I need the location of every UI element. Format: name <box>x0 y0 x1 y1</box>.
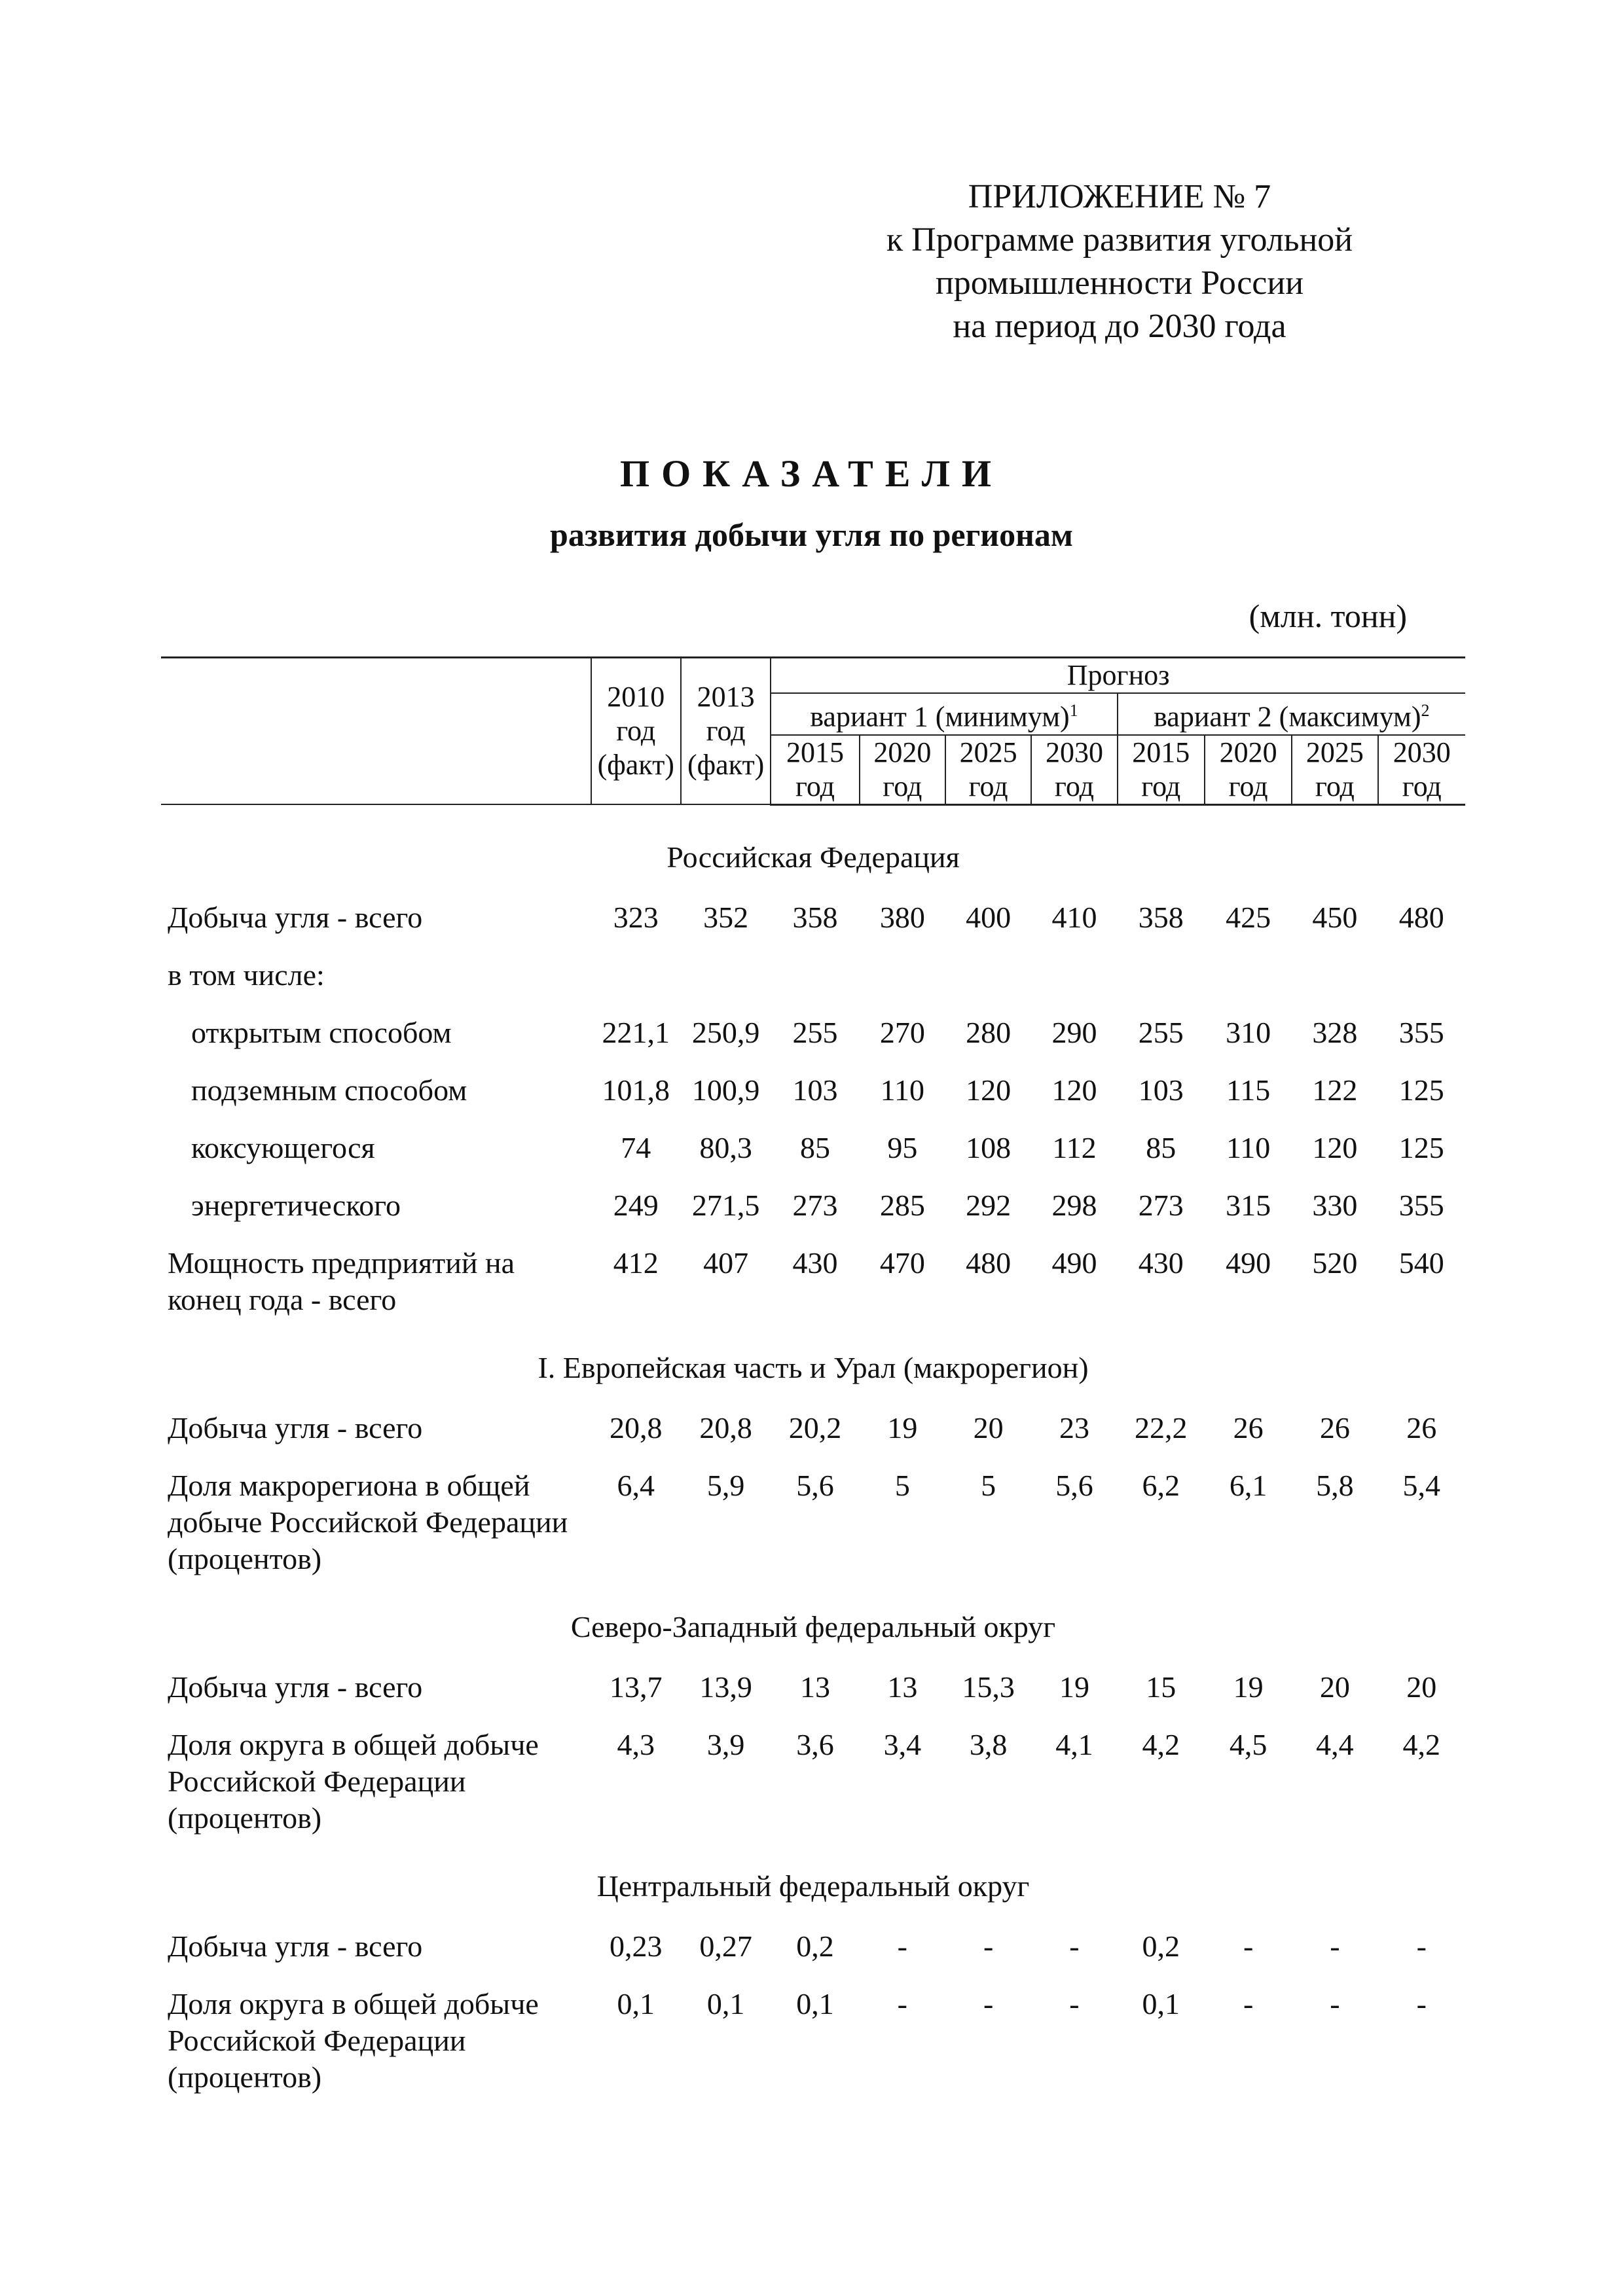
header-year-cell: 2020 <box>1205 735 1292 770</box>
section-row <box>161 1847 1465 1918</box>
value-cell: - <box>1416 1929 1427 1963</box>
header-god-cell: год <box>945 770 1031 805</box>
value-cell: 355 <box>1398 1016 1444 1049</box>
value-cell: 13,7 <box>610 1670 663 1704</box>
value-cell: 273 <box>1138 1189 1184 1222</box>
value-cell: 480 <box>1398 901 1444 934</box>
header-god-cell: год <box>860 770 945 805</box>
value-cell: 250,9 <box>691 1016 760 1049</box>
header-fact: (факт) <box>687 749 765 781</box>
value-cell: 0,1 <box>1142 1987 1180 2020</box>
value-cell: 249 <box>613 1189 659 1222</box>
header-year-cell: 2015 <box>1118 735 1205 770</box>
value-cell: 355 <box>1398 1189 1444 1222</box>
value-cell <box>591 946 681 1004</box>
value-cell: 450 <box>1312 901 1358 934</box>
value-cell: 425 <box>1226 901 1271 934</box>
header-year: 2010 <box>607 681 665 713</box>
value-cell: 490 <box>1226 1246 1271 1280</box>
value-cell <box>1118 946 1205 1004</box>
row-label: Добыча угля - всего <box>168 1411 423 1444</box>
value-cell: 410 <box>1051 901 1097 934</box>
header-year: 2013 <box>697 681 755 713</box>
value-cell: 5 <box>981 1469 996 1502</box>
value-cell: 110 <box>1226 1131 1271 1164</box>
value-cell: 4,3 <box>617 1728 655 1761</box>
value-cell: 407 <box>703 1246 749 1280</box>
value-cell: - <box>1330 1929 1340 1963</box>
value-cell: 470 <box>879 1246 925 1280</box>
value-cell: 108 <box>966 1131 1012 1164</box>
value-cell: 4,5 <box>1229 1728 1267 1761</box>
value-cell: 255 <box>1138 1016 1184 1049</box>
section-row <box>161 1329 1465 1399</box>
value-cell: 358 <box>792 901 838 934</box>
value-cell: 101,8 <box>602 1073 670 1107</box>
value-cell: 330 <box>1312 1189 1358 1222</box>
page-subtitle: развития добычи угля по регионам <box>550 516 1073 553</box>
row-label: подземным способом <box>191 1073 467 1107</box>
value-cell: 285 <box>879 1189 925 1222</box>
value-cell: 20 <box>1319 1670 1350 1704</box>
header-year-cell: 2030 <box>1378 735 1465 770</box>
value-cell: 4,1 <box>1055 1728 1093 1761</box>
header-god-cell: год <box>771 770 859 805</box>
units-label: (млн. тонн) <box>1249 598 1407 634</box>
value-cell: 292 <box>966 1189 1012 1222</box>
value-cell: 323 <box>613 901 659 934</box>
header-year-cell: 2015 <box>771 735 859 770</box>
value-cell: 26 <box>1406 1411 1437 1444</box>
value-cell: 120 <box>1051 1073 1097 1107</box>
table-row <box>161 1457 1465 1588</box>
value-cell: 273 <box>792 1189 838 1222</box>
row-label: Доля макрорегиона в общей добыче Российской Федерации (процентов) <box>168 1469 568 1575</box>
value-cell: 0,2 <box>796 1929 834 1963</box>
value-cell: - <box>1243 1929 1254 1963</box>
header-year-cell: 2020 <box>860 735 945 770</box>
value-cell: 298 <box>1051 1189 1097 1222</box>
value-cell: 400 <box>966 901 1012 934</box>
value-cell: 19 <box>1233 1670 1264 1704</box>
value-cell <box>945 946 1031 1004</box>
row-label: энергетического <box>191 1189 401 1222</box>
value-cell: 5,6 <box>1055 1469 1093 1502</box>
value-cell: 358 <box>1138 901 1184 934</box>
row-label: открытым способом <box>191 1016 452 1049</box>
value-cell: 4,2 <box>1142 1728 1180 1761</box>
value-cell: 112 <box>1052 1131 1097 1164</box>
value-cell <box>1378 946 1465 1004</box>
value-cell: 255 <box>792 1016 838 1049</box>
header-year-cell: 2030 <box>1031 735 1117 770</box>
value-cell: 26 <box>1319 1411 1350 1444</box>
value-cell: - <box>1330 1987 1340 2020</box>
header-variant-1 <box>771 693 1117 735</box>
header-god-cell: год <box>1292 770 1377 805</box>
value-cell: 412 <box>613 1246 659 1280</box>
variant-2-label: вариант 2 (максимум) <box>1154 700 1421 733</box>
value-cell: 0,1 <box>617 1987 655 2020</box>
value-cell: 221,1 <box>602 1016 670 1049</box>
section-row <box>161 1588 1465 1659</box>
table-row <box>161 1234 1465 1329</box>
table-row <box>161 1004 1465 1062</box>
value-cell: 120 <box>1312 1131 1358 1164</box>
value-cell: 0,23 <box>610 1929 663 1963</box>
variant-1-label: вариант 1 (минимум) <box>810 700 1070 733</box>
value-cell: 5,8 <box>1316 1469 1354 1502</box>
value-cell: - <box>983 1929 994 1963</box>
header-label-cell <box>161 658 591 805</box>
value-cell: 430 <box>792 1246 838 1280</box>
value-cell <box>860 946 945 1004</box>
value-cell: 3,9 <box>706 1728 745 1761</box>
row-label: Мощность предприятий на конец года - всего <box>168 1246 515 1316</box>
row-label: Добыча угля - всего <box>168 1670 423 1704</box>
footnote-2: 2 <box>1421 701 1430 720</box>
value-cell: 23 <box>1059 1411 1089 1444</box>
value-cell: 26 <box>1233 1411 1264 1444</box>
value-cell: 103 <box>792 1073 838 1107</box>
value-cell: - <box>897 1987 907 2020</box>
section-heading: Российская Федерация <box>666 840 960 874</box>
page-title: ПОКАЗАТЕЛИ <box>619 452 1004 495</box>
value-cell <box>681 946 771 1004</box>
value-cell: 15 <box>1146 1670 1176 1704</box>
value-cell: 271,5 <box>691 1189 760 1222</box>
header-god: год <box>616 715 656 747</box>
header-god-cell: год <box>1205 770 1292 805</box>
value-cell: 280 <box>966 1016 1012 1049</box>
value-cell: - <box>1243 1987 1254 2020</box>
value-cell: 85 <box>800 1131 830 1164</box>
value-cell <box>1292 946 1377 1004</box>
header-fact: (факт) <box>597 749 674 781</box>
section-heading: Северо-Западный федеральный округ <box>570 1610 1056 1643</box>
appendix-line: промышленности России <box>935 264 1304 302</box>
header-god-cell: год <box>1031 770 1117 805</box>
value-cell: 80,3 <box>699 1131 752 1164</box>
value-cell: 290 <box>1051 1016 1097 1049</box>
value-cell: 380 <box>879 901 925 934</box>
value-cell <box>1031 946 1117 1004</box>
value-cell: 20,8 <box>699 1411 752 1444</box>
appendix-block <box>707 175 1532 348</box>
table-row <box>161 1399 1465 1457</box>
value-cell: 3,4 <box>883 1728 922 1761</box>
header-god: год <box>706 715 746 747</box>
table-header <box>161 656 1465 806</box>
table-row <box>161 889 1465 946</box>
value-cell: 0,1 <box>796 1987 834 2020</box>
row-label: Доля округа в общей добыче Российской Федерации (процентов) <box>168 1728 539 1835</box>
appendix-line: на период до 2030 года <box>953 308 1286 345</box>
value-cell: 4,4 <box>1316 1728 1354 1761</box>
appendix-number: ПРИЛОЖЕНИЕ № 7 <box>968 178 1271 215</box>
value-cell: 328 <box>1312 1016 1358 1049</box>
value-cell: 430 <box>1138 1246 1184 1280</box>
value-cell: 19 <box>1059 1670 1089 1704</box>
value-cell: 352 <box>703 901 749 934</box>
appendix-line: к Программе развития угольной <box>886 221 1353 259</box>
table-row <box>161 1062 1465 1119</box>
value-cell: 20 <box>1406 1670 1437 1704</box>
value-cell: 19 <box>887 1411 918 1444</box>
value-cell: - <box>1069 1987 1080 2020</box>
value-cell: 315 <box>1226 1189 1271 1222</box>
header-god-cell: год <box>1118 770 1205 805</box>
value-cell <box>771 946 859 1004</box>
value-cell: 6,2 <box>1142 1469 1180 1502</box>
header-2013 <box>681 658 771 805</box>
header-variant-2 <box>1118 693 1465 735</box>
value-cell: - <box>983 1987 994 2020</box>
header-2010 <box>591 658 681 805</box>
section-row <box>161 818 1465 889</box>
value-cell: 310 <box>1226 1016 1271 1049</box>
value-cell: 115 <box>1226 1073 1271 1107</box>
value-cell: 13,9 <box>699 1670 752 1704</box>
row-label: в том числе: <box>168 958 325 992</box>
table-row <box>161 1716 1465 1847</box>
value-cell: 103 <box>1138 1073 1184 1107</box>
value-cell: 0,27 <box>699 1929 752 1963</box>
row-label: Добыча угля - всего <box>168 901 423 934</box>
value-cell: 125 <box>1398 1073 1444 1107</box>
value-cell: 15,3 <box>962 1670 1015 1704</box>
value-cell: 490 <box>1051 1246 1097 1280</box>
data-table <box>161 818 1465 2106</box>
table-row <box>161 946 1465 1004</box>
value-cell <box>1205 946 1292 1004</box>
value-cell: 13 <box>887 1670 918 1704</box>
value-cell: 120 <box>966 1073 1012 1107</box>
row-label: Добыча угля - всего <box>168 1929 423 1963</box>
table-row <box>161 1918 1465 1975</box>
value-cell: 85 <box>1146 1131 1176 1164</box>
value-cell: 5,9 <box>706 1469 745 1502</box>
footnote-1: 1 <box>1069 701 1078 720</box>
row-label: коксующегося <box>191 1131 375 1164</box>
value-cell: 6,1 <box>1229 1469 1267 1502</box>
value-cell: 6,4 <box>617 1469 655 1502</box>
value-cell: 22,2 <box>1135 1411 1188 1444</box>
section-heading: Центральный федеральный округ <box>596 1869 1030 1903</box>
section-heading: I. Европейская часть и Урал (макрорегион) <box>538 1351 1089 1384</box>
value-cell: 5,6 <box>796 1469 834 1502</box>
row-label: Доля округа в общей добыче Российской Федерации (процентов) <box>168 1987 539 2094</box>
value-cell: 5 <box>894 1469 910 1502</box>
value-cell: - <box>897 1929 907 1963</box>
table-row <box>161 1659 1465 1716</box>
header-forecast: Прогноз <box>771 658 1465 694</box>
value-cell: 95 <box>887 1131 918 1164</box>
value-cell: 74 <box>621 1131 651 1164</box>
value-cell: 20 <box>973 1411 1004 1444</box>
header-year-cell: 2025 <box>1292 735 1377 770</box>
table-row <box>161 1177 1465 1234</box>
value-cell: 480 <box>966 1246 1012 1280</box>
value-cell: 270 <box>879 1016 925 1049</box>
value-cell: - <box>1069 1929 1080 1963</box>
value-cell: 125 <box>1398 1131 1444 1164</box>
value-cell: 100,9 <box>691 1073 760 1107</box>
value-cell: - <box>1416 1987 1427 2020</box>
value-cell: 3,8 <box>969 1728 1008 1761</box>
value-cell: 3,6 <box>796 1728 834 1761</box>
value-cell: 20,2 <box>788 1411 842 1444</box>
value-cell: 122 <box>1312 1073 1358 1107</box>
value-cell: 110 <box>880 1073 924 1107</box>
table-row <box>161 1119 1465 1177</box>
value-cell: 0,2 <box>1142 1929 1180 1963</box>
header-year-cell: 2025 <box>945 735 1031 770</box>
value-cell: 520 <box>1312 1246 1358 1280</box>
value-cell: 540 <box>1398 1246 1444 1280</box>
value-cell: 5,4 <box>1402 1469 1441 1502</box>
value-cell: 4,2 <box>1402 1728 1441 1761</box>
value-cell: 13 <box>800 1670 830 1704</box>
value-cell: 20,8 <box>610 1411 663 1444</box>
table-row <box>161 1975 1465 2106</box>
header-god-cell: год <box>1378 770 1465 805</box>
value-cell: 0,1 <box>706 1987 745 2020</box>
